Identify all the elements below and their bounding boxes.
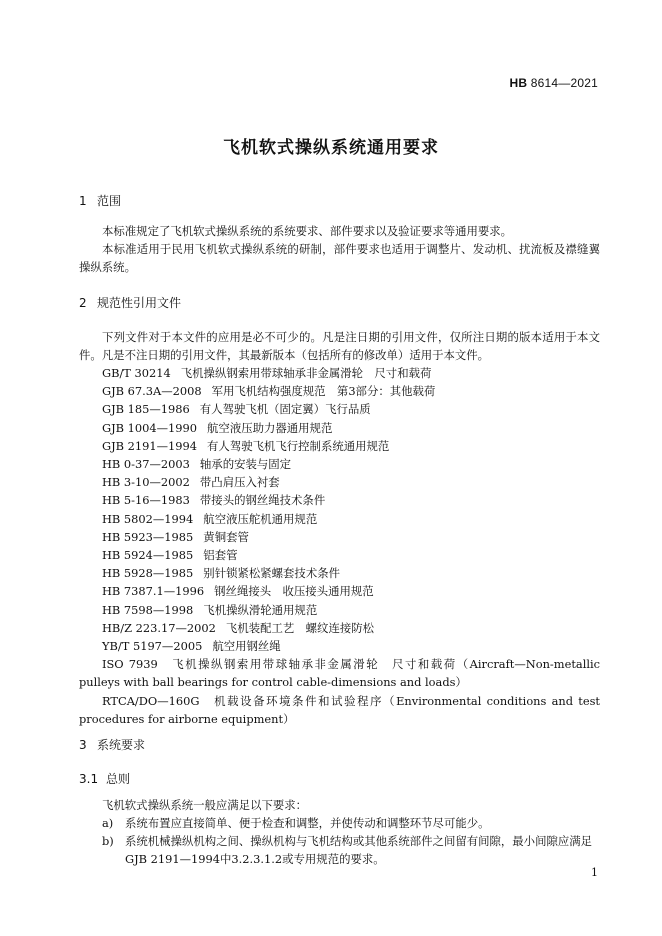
standard-code: 8614—2021 — [527, 76, 598, 90]
reference-code: HB 5802—1994 — [102, 511, 194, 526]
reference-title: 航空液压助力器通用规范 — [207, 420, 333, 435]
reference-item — [79, 601, 600, 619]
reference-code: HB/Z 223.17—2002 — [102, 620, 216, 635]
scope-paragraph-1: 本标准规定了飞机软式操纵系统的系统要求、部件要求以及验证要求等通用要求。 — [102, 224, 513, 238]
reference-item — [79, 400, 600, 418]
reference-item — [79, 619, 600, 637]
reference-code: GJB 2191—1994 — [102, 438, 198, 453]
reference-item — [79, 382, 600, 400]
general-intro: 飞机软式操纵系统一般应满足以下要求： — [102, 798, 308, 812]
reference-title: 飞机操纵钢索用带球轴承非金属滑轮 尺寸和载荷 — [180, 366, 432, 380]
reference-item — [79, 364, 600, 382]
reference-code: HB 5928—1985 — [102, 566, 194, 581]
section-heading-normative-references — [79, 294, 181, 311]
standard-number — [510, 76, 598, 90]
reference-rtca-do-160g: RTCA/DO—160G 机载设备环境条件和试验程序（Environmental conditions and test procedures for airborne equipment） — [79, 693, 600, 726]
page-number: 1 — [591, 866, 598, 879]
reference-code: GJB 185—1986 — [102, 402, 190, 417]
reference-code: HB 5923—1985 — [102, 529, 194, 544]
reference-title: 军用飞机结构强度规范 第3部分：其他载荷 — [211, 384, 436, 399]
reference-title: 铝套管 — [203, 548, 238, 563]
reference-item — [79, 637, 600, 655]
reference-list — [79, 364, 600, 728]
reference-title: 航空液压舵机通用规范 — [203, 511, 318, 526]
requirement-list — [79, 814, 600, 868]
reference-title: 飞机操纵滑轮通用规范 — [203, 602, 318, 617]
normative-intro-paragraph: 下列文件对于本文件的应用是必不可少的。凡是注日期的引用文件，仅所注日期的版本适用于本文件。凡是不注日期的引用文件，其最新版本（包括所有的修改单）适用于本文件。 — [79, 330, 600, 362]
reference-code: HB 7598—1998 — [102, 602, 194, 617]
reference-title: 带凸肩压入衬套 — [199, 475, 280, 490]
reference-title: 航空用钢丝绳 — [212, 639, 281, 654]
section-title: 系统要求 — [97, 738, 146, 752]
list-item-label: b) — [102, 834, 114, 848]
list-item — [79, 814, 600, 832]
standard-prefix: HB — [509, 76, 528, 90]
reference-item — [79, 437, 600, 455]
list-item — [79, 832, 600, 868]
subsection-title: 总则 — [106, 772, 131, 786]
reference-title: 别针锁紧松紧螺套技术条件 — [203, 566, 340, 581]
reference-title: 有人驾驶飞机（固定翼）飞行品质 — [199, 402, 371, 417]
reference-item — [79, 510, 600, 528]
reference-code: HB 5-16—1983 — [102, 493, 190, 508]
reference-item — [79, 419, 600, 437]
section-heading-scope — [79, 192, 121, 209]
reference-code: HB 5924—1985 — [102, 548, 194, 563]
reference-code: HB 7387.1—1996 — [102, 584, 205, 599]
reference-item — [79, 546, 600, 564]
reference-item — [79, 491, 600, 509]
list-item-text: 系统布置应直接简单、便于检查和调整，并使传动和调整环节尽可能少。 — [125, 816, 490, 830]
subsection-number: 3.1 — [79, 772, 99, 786]
reference-code: YB/T 5197—2005 — [102, 639, 203, 654]
reference-title: 带接头的钢丝绳技术条件 — [199, 493, 326, 508]
reference-code: GB/T 30214 — [102, 366, 171, 380]
list-item-label: a) — [102, 816, 114, 830]
reference-item — [79, 528, 600, 546]
reference-item — [79, 473, 600, 491]
reference-item — [79, 455, 600, 473]
list-item-text: 系统机械操纵机构之间、操纵机构与飞机结构或其他系统部件之间留有间隙，最小间隙应满足GJB 2191—1994中3.2.3.1.2或专用规范的要求。 — [125, 834, 593, 866]
section-number: 2 — [79, 296, 87, 310]
reference-title: 有人驾驶飞机飞行控制系统通用规范 — [207, 438, 390, 453]
section-number: 1 — [79, 194, 87, 208]
subsection-heading-general — [79, 770, 130, 787]
section-title: 规范性引用文件 — [97, 296, 182, 310]
reference-item — [79, 582, 600, 600]
section-title: 范围 — [97, 194, 122, 208]
reference-item — [79, 564, 600, 582]
section-number: 3 — [79, 738, 87, 752]
reference-title: 钢丝绳接头 收压接头通用规范 — [214, 584, 374, 599]
section-heading-system-requirements — [79, 736, 145, 753]
reference-title: 飞机装配工艺 螺纹连接防松 — [225, 620, 375, 635]
reference-title: 黄铜套管 — [203, 529, 249, 544]
reference-code: GJB 1004—1990 — [102, 420, 198, 435]
scope-paragraph-2: 本标准适用于民用飞机软式操纵系统的研制，部件要求也适用于调整片、发动机、扰流板及襟缝翼操纵系统。 — [79, 242, 600, 274]
document-title: 飞机软式操纵系统通用要求 — [223, 138, 439, 158]
reference-title: 轴承的安装与固定 — [199, 457, 292, 472]
reference-code: HB 3-10—2002 — [102, 475, 190, 490]
reference-code: HB 0-37—2003 — [102, 457, 190, 472]
reference-iso-7939: ISO 7939 飞机操纵钢索用带球轴承非金属滑轮 尺寸和载荷（Aircraft—Non-metallic pulleys with ball bearings for control cable-dimensions and loads） — [79, 657, 600, 690]
reference-code: GJB 67.3A—2008 — [102, 384, 202, 399]
